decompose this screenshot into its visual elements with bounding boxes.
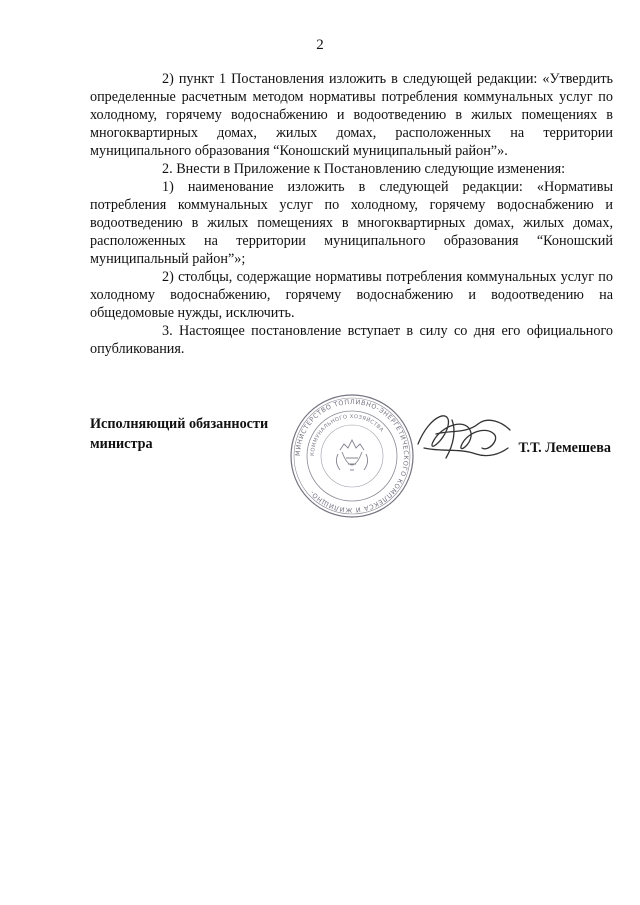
paragraph-number: 2) <box>162 71 174 87</box>
signatory-name: Т.Т. Лемешева <box>518 440 611 456</box>
page-number: 2 <box>316 37 324 53</box>
signatory-title-line1: Исполняющий обязанности <box>90 416 269 432</box>
paragraph-item-2-point-1 <box>90 70 613 160</box>
paragraph-point-2 <box>90 160 613 178</box>
paragraph-text: Настоящее постановление вступает в силу со дня его официального опубликования. <box>90 323 614 357</box>
svg-text:МИНИСТЕРСТВО ТОПЛИВНО-ЭНЕРГЕТИ: МИНИСТЕРСТВО ТОПЛИВНО-ЭНЕРГЕТИЧЕСКОГО КОМПЛЕКСА И ЖИЛИЩНО- <box>293 397 411 515</box>
svg-text:КОММУНАЛЬНОГО ХОЗЯЙСТВА: КОММУНАЛЬНОГО ХОЗЯЙСТВА <box>309 413 385 457</box>
paragraph-subitem-2 <box>90 268 613 322</box>
paragraph-point-3 <box>90 322 613 358</box>
paragraph-number: 2) <box>162 269 174 285</box>
paragraph-number: 3. <box>162 323 173 339</box>
paragraph-number: 2. <box>162 161 173 177</box>
paragraph-text: наименование изложить в следующей редакции: «Нормативы потребления коммунальных услуг по холодному, горячему водоснабжению и водоотведению в жилых помещениях в многоквартирных домах, жилых домах, расположенных на территории муниципального образования “Коношский муниципальный район”»; <box>90 179 613 267</box>
signature-block <box>90 397 613 524</box>
paragraph-text: столбцы, содержащие нормативы потребления коммунальных услуг по холодному водоснабжению, горячему водоснабжению и водоотведению на общедомовые нужды, исключить. <box>90 269 613 321</box>
paragraph-text: Внести в Приложение к Постановлению следующие изменения: <box>176 161 566 177</box>
handwritten-signature <box>390 404 518 476</box>
signatory-title <box>90 414 290 454</box>
document-body <box>90 70 613 358</box>
paragraph-subitem-1 <box>90 178 613 268</box>
signatory-title-line2: министра <box>90 436 153 452</box>
paragraph-text: пункт 1 Постановления изложить в следующей редакции: «Утвердить определенные расчетным методом нормативы потребления коммунальных услуг по холодному, горячему водоснабжению и водоотведению в жилых помещениях в многоквартирных домах, жилых домах, расположенных на территории муниципального образования “Коношский муниципальный район”». <box>90 71 613 159</box>
paragraph-number: 1) <box>162 179 174 195</box>
